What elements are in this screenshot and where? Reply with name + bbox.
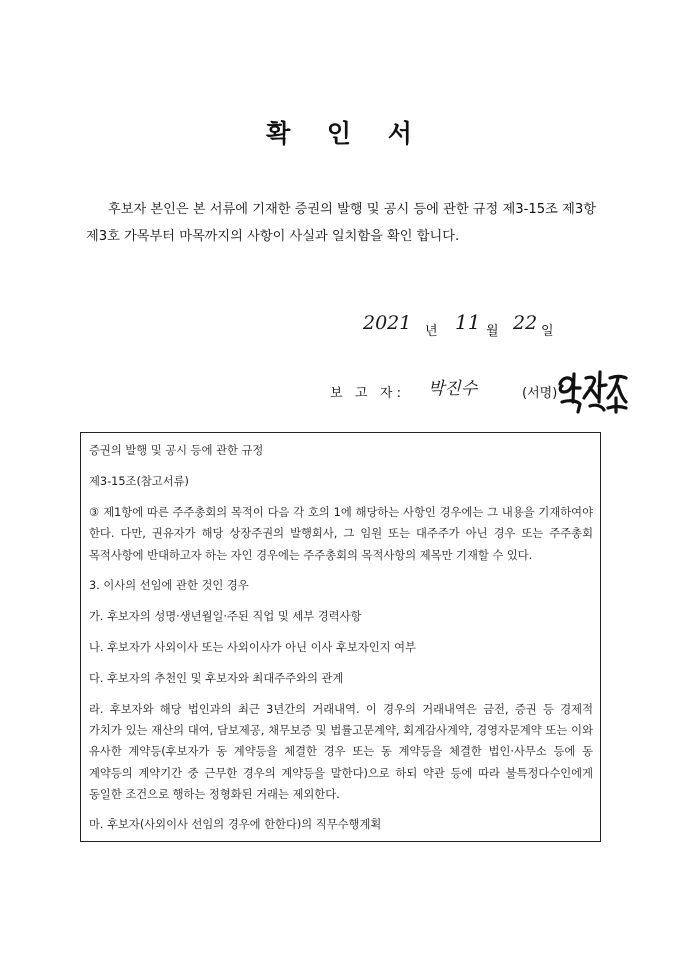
date-line — [355, 310, 595, 346]
sign-label: (서명) — [522, 386, 558, 401]
regulation-sub-na: 나. 후보자가 사외이사 또는 사외이사가 아닌 이사 후보자인지 여부 — [89, 640, 416, 654]
reporter-name: 박진수 — [428, 379, 478, 399]
day-label: 일 — [541, 324, 554, 339]
statement-text: 후보자 본인은 본 서류에 기재한 증권의 발행 및 공시 등에 관한 규정 제3-15조 제3항 제3호 가목부터 마목까지의 사항이 사실과 일치함을 확인 합니다. — [86, 202, 596, 244]
date-day: 22 — [513, 312, 538, 334]
year-label: 년 — [425, 324, 438, 339]
regulation-clause: ③ 제1항에 따른 주주총회의 목적이 다음 각 호의 1에 해당하는 사항인 경우에는 그 내용을 기재하여야 한다. 다만, 권유자가 해당 상장주권의 발행회사, 그 임원 또는 대주주가 아닌 경우 또는 주주총회 목적사항에 반대하고자 하는 자인 경우에는 주주총회의 목적사항의 제목만 기재할 수 있다. — [89, 506, 593, 562]
regulation-sub-ma: 마. 후보자(사외이사 선임의 경우에 한한다)의 직무수행계획 — [89, 818, 382, 832]
document-title: 확 인 서 — [266, 119, 426, 148]
reporter-line — [330, 368, 650, 418]
month-label: 월 — [486, 324, 499, 339]
regulation-heading: 증권의 발행 및 공시 등에 관한 규정 — [89, 444, 264, 457]
regulation-item-3: 3. 이사의 선임에 관한 것인 경우 — [89, 578, 249, 592]
reference-regulation-box — [80, 432, 601, 842]
confirmation-statement — [86, 196, 596, 250]
regulation-article: 제3-15조(참고서류) — [89, 475, 189, 488]
date-month: 11 — [455, 310, 481, 334]
regulation-sub-ga: 가. 후보자의 성명·생년월일·주된 직업 및 세부 경력사항 — [89, 609, 362, 623]
reporter-label: 보 고 자 : — [330, 386, 401, 401]
signature-mark — [556, 368, 628, 414]
regulation-sub-ra: 라. 후보자와 해당 법인과의 최근 3년간의 거래내역. 이 경우의 거래내역은 금전, 증권 등 경제적 가치가 있는 재산의 대여, 담보제공, 채무보증 및 법률고문계약, 회계감사계약, 경영자문계약 또는 이와 유사한 계약등(후보자가 동 계약등을 체결한 경우 또는 동 계약등을 체결한 법인·사무소 등에 동 계약등의 계약기간 중 근무한 경우의 계약등을 말한다)으로 하되 약관 등에 따라 불특정다수인에게 동일한 조건으로 행하는 정형화된 거래는 제외한다. — [89, 702, 593, 802]
date-year: 2021 — [363, 312, 412, 334]
regulation-sub-da: 다. 후보자의 추천인 및 후보자와 최대주주와의 관계 — [89, 671, 344, 685]
